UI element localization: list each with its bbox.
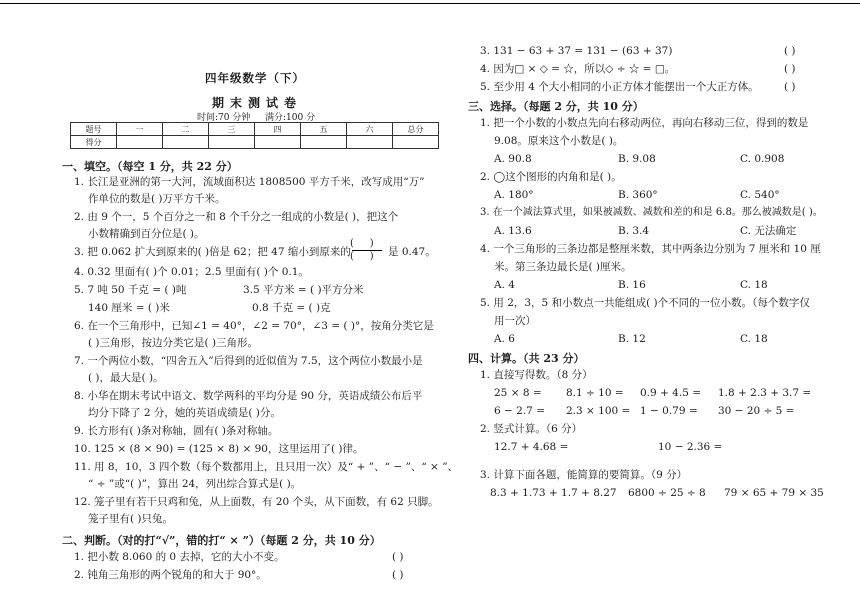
score-cell: 四 bbox=[255, 123, 301, 136]
option-a[interactable]: A. 6 bbox=[494, 333, 515, 345]
judge-answer-blank[interactable]: ( ) bbox=[784, 63, 796, 75]
score-cell: 二 bbox=[163, 123, 209, 136]
score-cell: 总分 bbox=[393, 123, 439, 136]
question-text: 米。第三条边最长是( )厘米。 bbox=[494, 261, 632, 273]
question-text: 10. 125 × (8 × 90) = (125 × 8) × 90，这里运用了( )律。 bbox=[74, 443, 364, 455]
calc-item: 30 − 20 ÷ 5 = bbox=[718, 405, 795, 417]
fraction-blank[interactable]: ( ) ( ) bbox=[350, 238, 386, 264]
question-text: 均分下降了 2 分，她的英语成绩是( )分。 bbox=[88, 407, 281, 419]
question-text: 小数精确到百分位是( )。 bbox=[88, 228, 205, 240]
option-b[interactable]: B. 9.08 bbox=[618, 153, 656, 165]
section3-heading: 三、选择。（每题 2 分，共 10 分） bbox=[468, 100, 644, 113]
question-text: 8. 小华在期末考试中语文、数学两科的平均分是 90 分，英语成绩公布后平 bbox=[74, 390, 423, 402]
option-c[interactable]: C. 18 bbox=[740, 333, 768, 345]
calc-item: 8.1 ÷ 10 = bbox=[566, 387, 624, 399]
option-a[interactable]: A. 13.6 bbox=[494, 225, 532, 237]
question-text: 4. 一个三角形的三条边都是整厘米数，其中两条边分别为 7 厘米和 10 厘 bbox=[480, 243, 821, 255]
judge-answer-blank[interactable]: ( ) bbox=[392, 569, 404, 581]
question-text: 1. 把一个小数的小数点先向右移动两位，再向右移动三位，得到的数是 bbox=[480, 117, 809, 129]
calc-item: 25 × 8 = bbox=[494, 387, 542, 399]
option-b[interactable]: B. 16 bbox=[618, 279, 646, 291]
judge-answer-blank[interactable]: ( ) bbox=[784, 45, 796, 57]
score-input-cell[interactable] bbox=[393, 136, 439, 149]
question-text: 2. 钝角三角形的两个锐角的和大于 90°。 bbox=[74, 569, 267, 581]
question-text: 1. 长江是亚洲的第一大河，流域面积达 1808500 平方千米，改写成用“万” bbox=[74, 176, 425, 188]
option-b[interactable]: B. 360° bbox=[618, 189, 658, 201]
calc-item: 8.3 + 1.73 + 1.7 + 8.27 bbox=[490, 487, 617, 499]
section2-heading: 二、判断。（对的打“√”，错的打“ × ”）（每题 2 分，共 10 分） bbox=[62, 534, 381, 547]
score-input-cell[interactable] bbox=[347, 136, 393, 149]
question-text: 9.08。原来这个小数是( )。 bbox=[494, 135, 624, 147]
score-input-cell[interactable] bbox=[301, 136, 347, 149]
question-text: 2. 竖式计算。（6 分） bbox=[480, 423, 583, 435]
question-text: 6. 在一个三角形中，已知∠1 = 40°，∠2 = 70°，∠3 = ( )°，按角分类它是 bbox=[74, 320, 434, 332]
option-b[interactable]: B. 12 bbox=[618, 333, 646, 345]
question-text: 5. 用 2，3，5 和小数点一共能组成( )个不同的一位小数。（每个数字仅 bbox=[480, 297, 810, 309]
question-text: 3. 131 − 63 + 37 = 131 − (63 + 37) bbox=[480, 45, 673, 57]
calc-item: 12.7 + 4.68 = bbox=[494, 441, 569, 453]
score-table-header-row bbox=[71, 123, 439, 136]
top-border bbox=[0, 3, 860, 4]
question-text: 12. 笼子里有若干只鸡和兔，从上面数，有 20 个头，从下面数，有 62 只脚。 bbox=[74, 496, 439, 508]
question-text: ( )三角形，按边分类它是( )三角形。 bbox=[88, 337, 259, 349]
score-cell: 题号 bbox=[71, 123, 117, 136]
option-a[interactable]: A. 90.8 bbox=[494, 153, 532, 165]
question-text: 3. 计算下面各题，能简算的要简算。（9 分） bbox=[480, 469, 688, 481]
question-text: 5. 至少用 4 个大小相同的小正方体才能摆出一个大正方体。 bbox=[480, 81, 759, 93]
option-c[interactable]: C. 无法确定 bbox=[740, 225, 797, 237]
judge-answer-blank[interactable]: ( ) bbox=[784, 81, 796, 93]
calc-item: 1.8 + 2.3 + 3.7 = bbox=[718, 387, 812, 399]
question-text: 2. ◯这个图形的内角和是( )。 bbox=[480, 171, 622, 183]
option-b[interactable]: B. 3.4 bbox=[618, 225, 650, 237]
score-table bbox=[70, 122, 439, 149]
question-text: “ ÷ ”或“( )”，算出 24，列出综合算式是( )。 bbox=[88, 478, 302, 490]
question-text: 笼子里有( )只兔。 bbox=[88, 513, 174, 525]
question-text: 11. 用 8，10，3 四个数（每个数都用上，且只用一次）及“ + ”、“ − ”、“ × ”、 bbox=[74, 461, 459, 473]
question-text: 1. 把小数 8.060 的 0 去掉，它的大小不变。 bbox=[74, 551, 285, 563]
question-text: 5. 7 吨 50 千克 = ( )吨 bbox=[74, 284, 187, 296]
question-text: 2. 由 9 个一，5 个百分之一和 8 个千分之一组成的小数是( )，把这个 bbox=[74, 211, 399, 223]
option-c[interactable]: C. 0.908 bbox=[740, 153, 785, 165]
option-a[interactable]: A. 4 bbox=[494, 279, 515, 291]
question-text: 3. 把 0.062 扩大到原来的( )倍是 62；把 47 缩小到原来的 bbox=[74, 246, 351, 258]
score-cell: 一 bbox=[117, 123, 163, 136]
question-text: 4. 因为□ × ◇ = ☆，所以◇ ÷ ☆ = □。 bbox=[480, 63, 676, 75]
question-text: 4. 0.32 里面有( )个 0.01；2.5 里面有( )个 0.1。 bbox=[74, 266, 309, 278]
question-text: 3.5 平方米 = ( )平方分米 bbox=[243, 284, 364, 296]
exam-score: 满分:100 分 bbox=[265, 113, 316, 123]
section1-heading: 一、填空。（每空 1 分，共 22 分） bbox=[62, 160, 238, 173]
option-c[interactable]: C. 540° bbox=[740, 189, 780, 201]
question-text: 140 厘米 = ( )米 bbox=[88, 302, 170, 314]
score-cell: 六 bbox=[347, 123, 393, 136]
score-cell: 五 bbox=[301, 123, 347, 136]
question-text: 1. 直接写得数。（8 分） bbox=[480, 369, 593, 381]
question-text: 作单位的数是( )万平方千米。 bbox=[88, 193, 226, 205]
section4-heading: 四、计算。（共 23 分） bbox=[468, 352, 585, 365]
exam-title: 四年级数学（下） bbox=[205, 71, 305, 85]
calc-item: 6 − 2.7 = bbox=[494, 405, 545, 417]
question-text: 7. 一个两位小数，“四舍五入”后得到的近似值为 7.5，这个两位小数最小是 bbox=[74, 355, 423, 367]
score-cell: 三 bbox=[209, 123, 255, 136]
score-input-cell[interactable] bbox=[117, 136, 163, 149]
calc-item: 10 − 2.36 = bbox=[658, 441, 723, 453]
option-a[interactable]: A. 180° bbox=[494, 189, 534, 201]
question-text: 用一次） bbox=[494, 315, 536, 327]
calc-item: 1 − 0.79 = bbox=[640, 405, 698, 417]
calc-item: 6800 ÷ 25 ÷ 8 bbox=[628, 487, 706, 499]
score-input-cell[interactable] bbox=[163, 136, 209, 149]
exam-subtitle: 期末测试卷 bbox=[212, 96, 303, 110]
question-text: 是 0.47。 bbox=[388, 246, 436, 258]
calc-item: 0.9 + 4.5 = bbox=[640, 387, 702, 399]
judge-answer-blank[interactable]: ( ) bbox=[392, 551, 404, 563]
question-text: 9. 长方形有( )条对称轴，圆有( )条对称轴。 bbox=[74, 425, 279, 437]
calc-item: 2.3 × 100 = bbox=[566, 405, 631, 417]
question-text: 3. 在一个减法算式里，如果被减数、减数和差的和是 6.8。那么被减数是( )。 bbox=[480, 207, 823, 218]
question-text: ( )，最大是( )。 bbox=[88, 372, 164, 384]
calc-item: 79 × 65 + 79 × 35 bbox=[724, 487, 824, 499]
question-text: 0.8 千克 = ( )克 bbox=[252, 302, 331, 314]
score-cell: 得分 bbox=[71, 136, 117, 149]
option-c[interactable]: C. 18 bbox=[740, 279, 768, 291]
exam-time: 时间:70 分钟 bbox=[197, 113, 251, 123]
score-input-cell[interactable] bbox=[209, 136, 255, 149]
score-table-score-row bbox=[71, 136, 439, 149]
score-input-cell[interactable] bbox=[255, 136, 301, 149]
